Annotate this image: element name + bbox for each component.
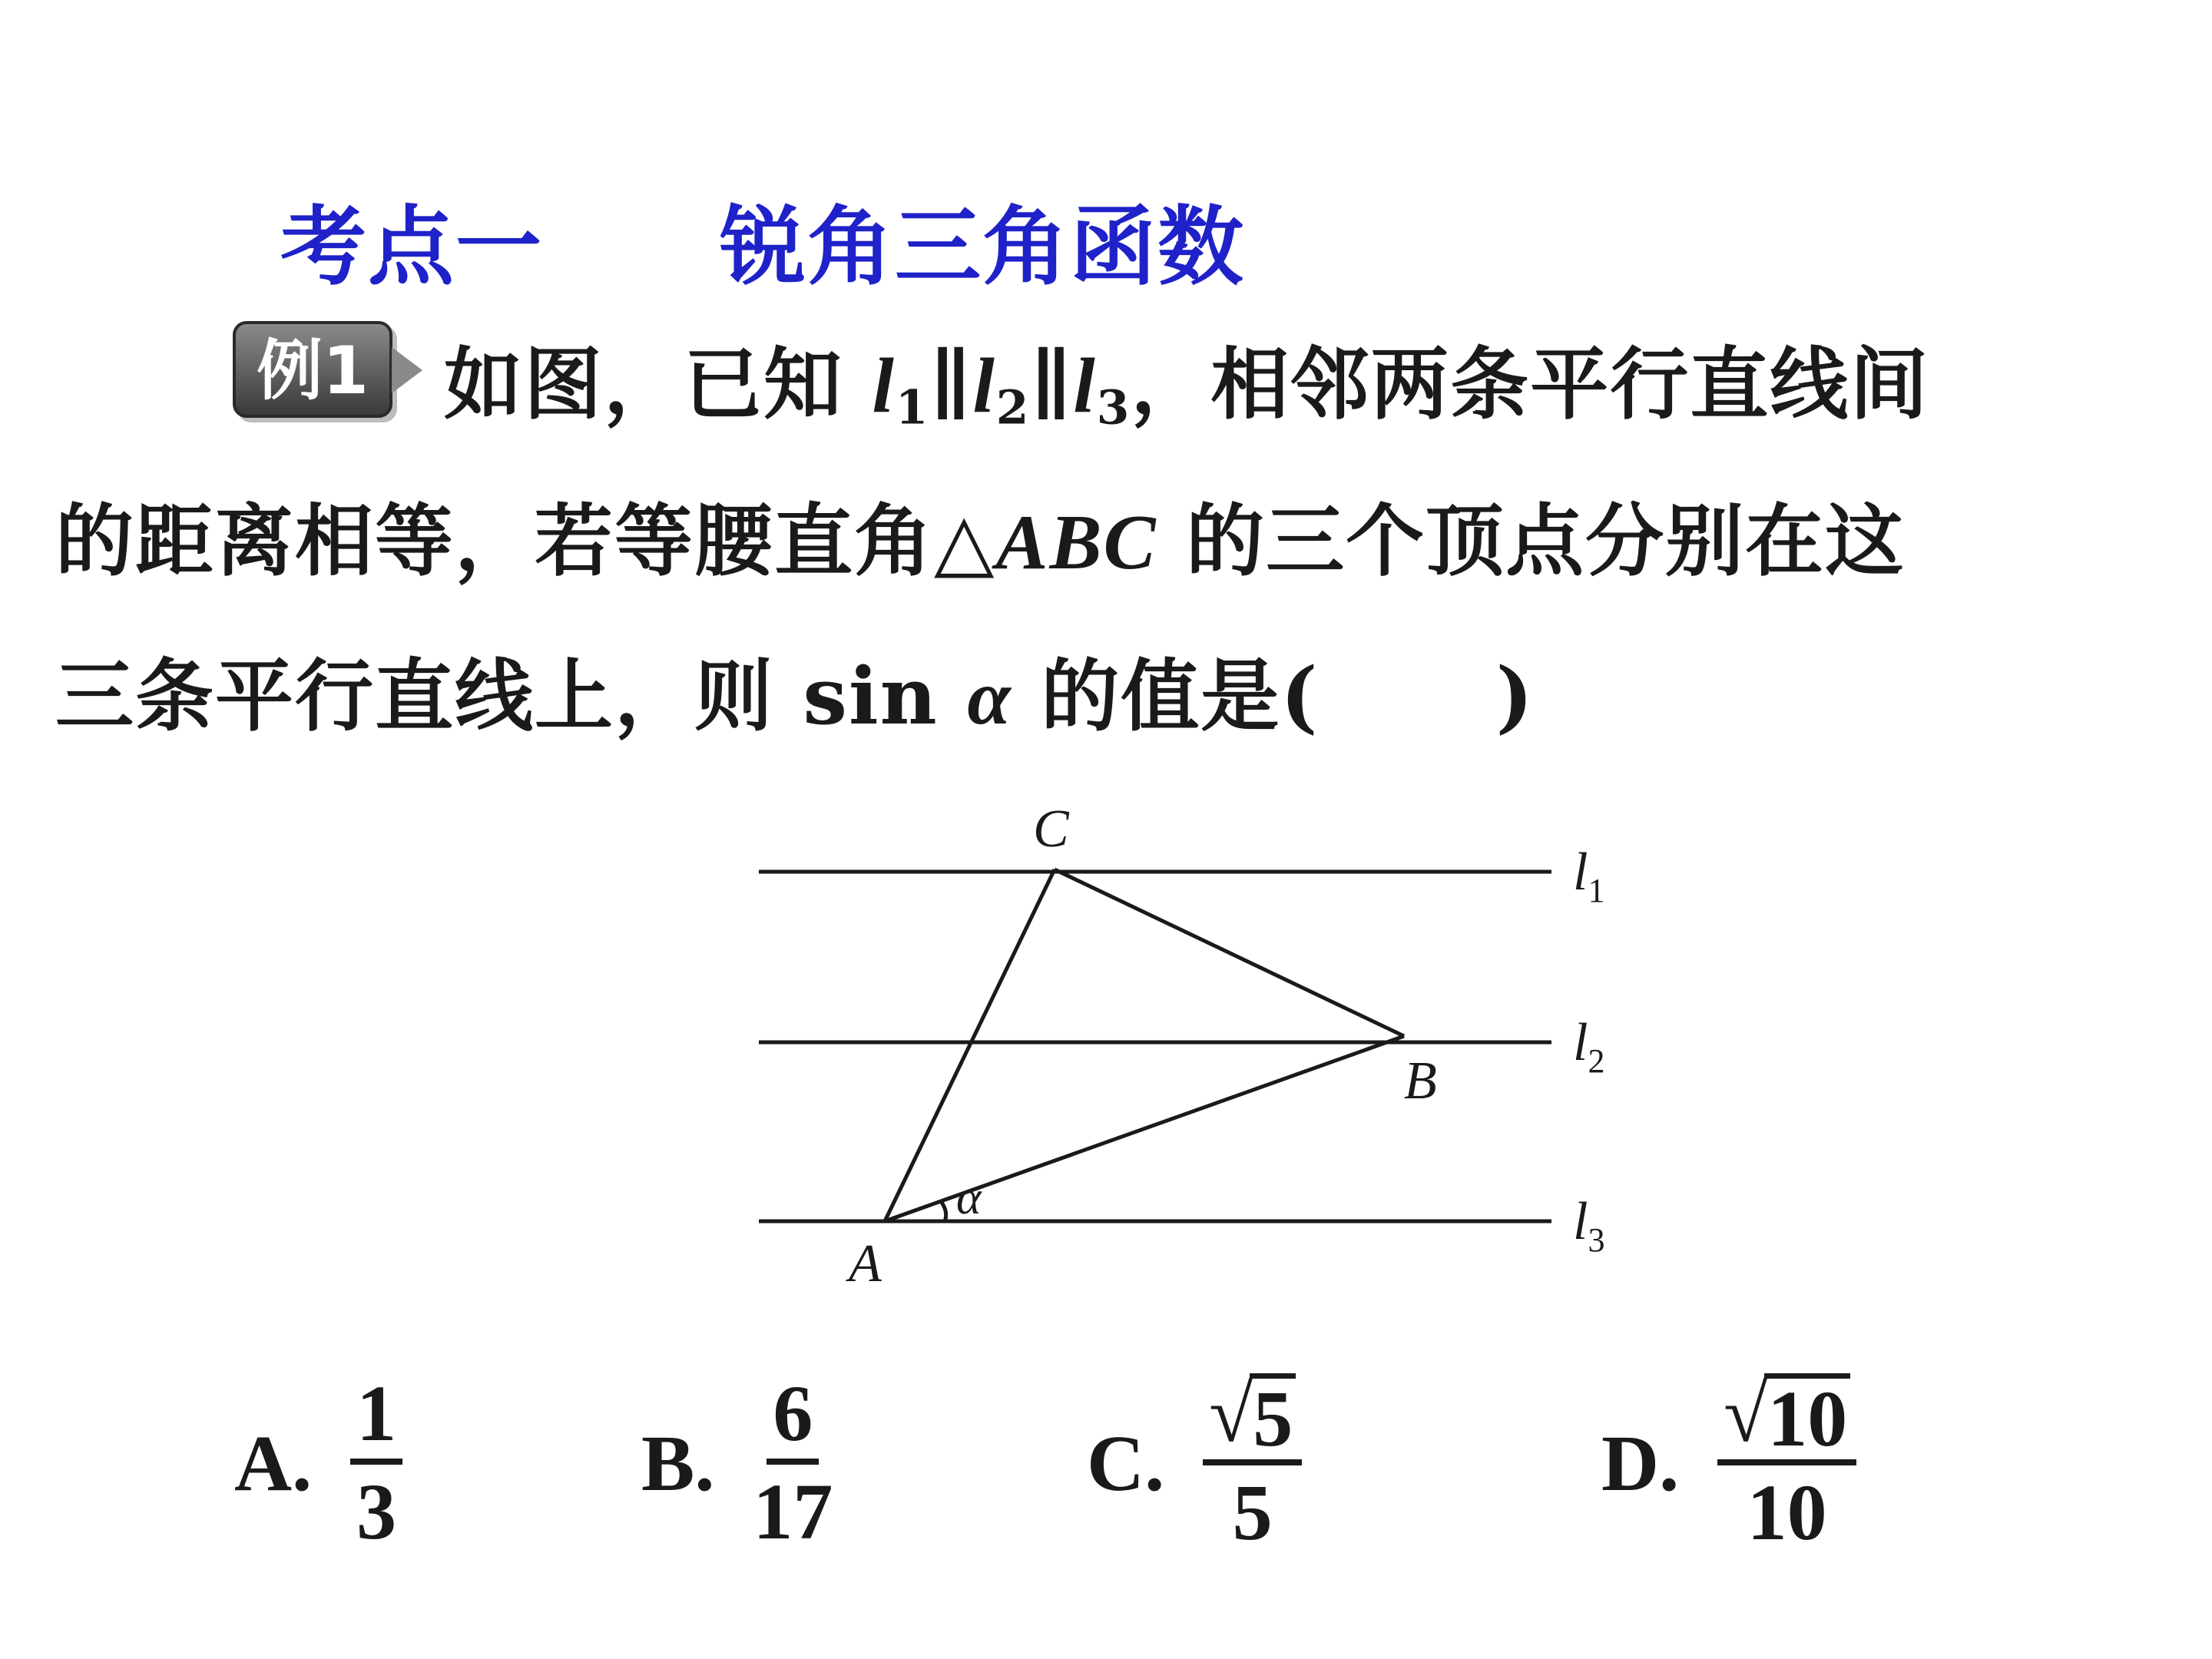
- problem-line-1: 如图，已知 $l_1\parallel l_2\parallel l_3$，相邻两条平行直线间: [444, 339, 1930, 435]
- choice-d[interactable]: D. √ 10 10: [1601, 1375, 1856, 1551]
- side-CB: [1055, 869, 1404, 1036]
- label-C: C: [1033, 800, 1069, 859]
- sqrt-icon: √: [1724, 1370, 1768, 1459]
- section-heading: [280, 178, 1245, 302]
- fraction-c: √ 5 5: [1203, 1373, 1302, 1554]
- problem-line-2: 的距离相等，若等腰直角△ABC 的三个顶点分别在这: [55, 495, 1906, 588]
- choice-b[interactable]: B. $\frac{6}{17}$: [641, 1369, 833, 1556]
- problem-line-3: 三条平行直线上，则 sin α 的值是( ): [55, 651, 1535, 743]
- section-label: 考点一: [280, 197, 543, 297]
- label-B: B: [1404, 1051, 1437, 1111]
- topic-title: 锐角三角函数: [720, 197, 1245, 297]
- angle-arc: [941, 1201, 946, 1221]
- label-A: A: [849, 1234, 882, 1290]
- example-badge: 例1: [233, 321, 392, 418]
- fraction-b: $\frac{6}{17}$: [753, 1369, 833, 1556]
- label-l1: $l_1$: [1573, 843, 1605, 909]
- fraction-d: √ 10 10: [1717, 1373, 1856, 1554]
- badge-pointer: [392, 347, 422, 393]
- label-l2: $l_2$: [1573, 1013, 1605, 1080]
- sqrt-icon: √: [1209, 1370, 1253, 1459]
- fraction-a: $\frac{1}{3}$: [350, 1374, 402, 1552]
- choice-c[interactable]: C. √ 5 5: [1087, 1375, 1302, 1551]
- choice-a[interactable]: A. $\frac{1}{3}$: [234, 1375, 402, 1551]
- triangle-figure: [737, 799, 1644, 1290]
- label-alpha: α: [956, 1172, 982, 1224]
- label-l3: $l_3$: [1573, 1192, 1605, 1259]
